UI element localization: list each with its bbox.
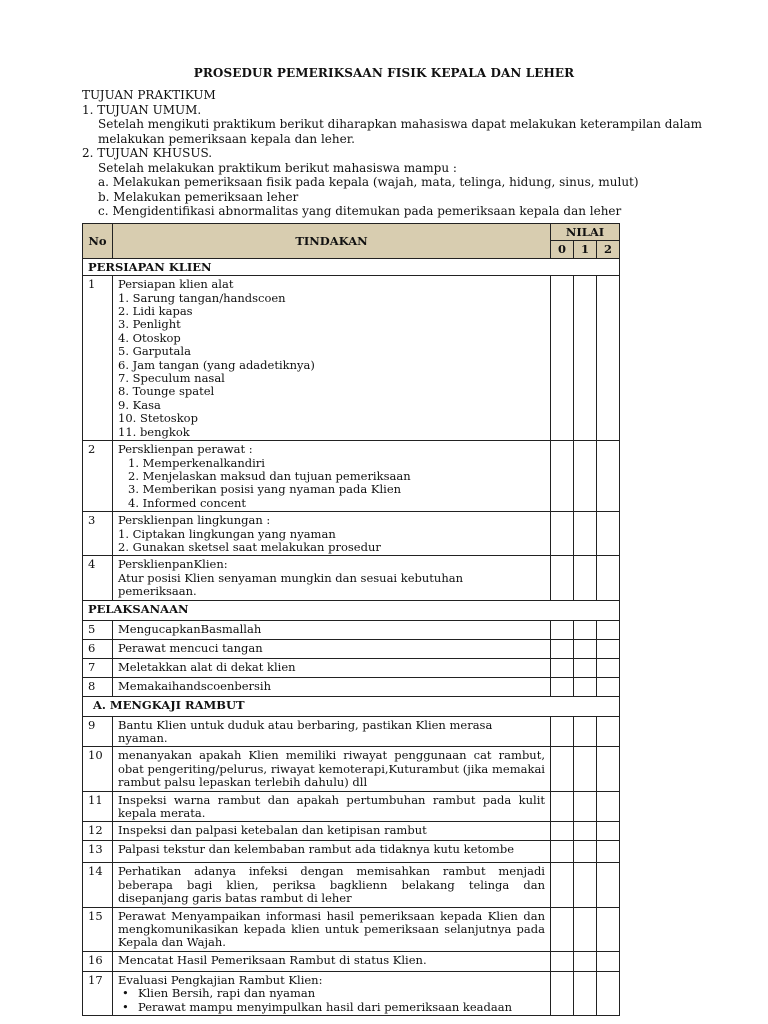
row-text: Perhatikan adanya infeksi dengan memisahkan rambut menjadi beberapa bagi klien, periksa bagklienn belakang telinga dan disepanjang garis batas rambut di leher <box>113 863 551 907</box>
score-cell-2[interactable] <box>597 907 620 951</box>
general-objective-text-1: Setelah mengikuti praktikum berikut diharapkan mahasiswa dapat melakukan keterampilan dalam <box>98 117 703 131</box>
row-number: 14 <box>83 863 113 907</box>
table-row <box>83 658 620 677</box>
table-row <box>83 716 620 747</box>
objectives-section <box>82 88 702 219</box>
row-text: Perawat mencuci tangan <box>113 639 551 658</box>
score-cell-0[interactable] <box>551 620 574 639</box>
nurse-prep-list <box>118 457 545 511</box>
score-cell-1[interactable] <box>574 620 597 639</box>
specific-objective-heading: 2. TUJUAN KHUSUS. <box>82 146 213 160</box>
table-row <box>83 639 620 658</box>
list-item: 1. Sarung tangan/handscoen <box>118 290 286 305</box>
row-number: 16 <box>83 951 113 971</box>
row-text: Meletakkan alat di dekat klien <box>113 658 551 677</box>
list-item: 9. Kasa <box>118 397 161 412</box>
general-objective-text-2: melakukan pemeriksaan kepala dan leher. <box>98 131 355 146</box>
table-row <box>83 907 620 951</box>
row-title: PersklienpanKlien: <box>118 557 228 572</box>
score-cell-1[interactable] <box>574 747 597 791</box>
table-row <box>83 747 620 791</box>
score-cell-2[interactable] <box>597 556 620 600</box>
specific-objective-intro: Setelah melakukan praktikum berikut mahasiswa mampu : <box>98 160 457 175</box>
score-cell-1[interactable] <box>574 863 597 907</box>
table-row <box>83 620 620 639</box>
list-item: 8. Tounge spatel <box>118 384 215 399</box>
score-cell-2[interactable] <box>597 658 620 677</box>
score-cell-0[interactable] <box>551 556 574 600</box>
score-header-1: 1 <box>574 241 597 258</box>
list-item: • Klien Bersih, rapi dan nyaman <box>118 987 545 1000</box>
row-text: Perawat Menyampaikan informasi hasil pemeriksaan kepada Klien dan mengkomunikasikan kepada klien untuk pemeriksaan selanjutnya pada Kepala dan Wajah. <box>113 907 551 951</box>
score-cell-0[interactable] <box>551 863 574 907</box>
list-item: 2. Menjelaskan maksud dan tujuan pemeriksaan <box>128 468 411 483</box>
list-item: 3. Penlight <box>118 317 181 332</box>
row-title: Persiapan klien alat <box>118 277 234 292</box>
section-pelaksanaan: PELAKSANAAN <box>83 600 620 620</box>
list-item: 2. Gunakan sketsel saat melakukan prosedur <box>118 539 381 554</box>
row-text: menanyakan apakah Klien memiliki riwayat penggunaan cat rambut, obat pengeriting/pelurus, riwayat kemoterapi,Kuturambut (jika memakai rambut palsu lepaskan terlebih dahulu) dll <box>113 747 551 791</box>
objectives-heading: TUJUAN PRAKTIKUM <box>82 88 216 102</box>
score-cell-2[interactable] <box>597 276 620 441</box>
column-header-action: TINDAKAN <box>113 224 551 259</box>
score-cell-0[interactable] <box>551 971 574 1015</box>
score-cell-2[interactable] <box>597 716 620 747</box>
score-cell-0[interactable] <box>551 716 574 747</box>
row-title: Persklienpan lingkungan : <box>118 513 271 528</box>
section-persiapan-klien: PERSIAPAN KLIEN <box>83 258 620 275</box>
score-cell-1[interactable] <box>574 822 597 841</box>
row-number: 15 <box>83 907 113 951</box>
score-cell-2[interactable] <box>597 441 620 512</box>
list-item: 6. Jam tangan (yang adadetiknya) <box>118 357 315 372</box>
score-cell-0[interactable] <box>551 658 574 677</box>
list-item: 5. Garputala <box>118 344 191 359</box>
score-cell-2[interactable] <box>597 639 620 658</box>
specific-objective-c: c. Mengidentifikasi abnormalitas yang ditemukan pada pemeriksaan kepala dan leher <box>98 204 622 218</box>
score-header-0: 0 <box>551 241 574 258</box>
score-cell-0[interactable] <box>551 512 574 556</box>
score-cell-1[interactable] <box>574 658 597 677</box>
score-cell-0[interactable] <box>551 791 574 822</box>
list-item: 1. Memperkenalkandiri <box>128 455 265 470</box>
row-number: 11 <box>83 791 113 822</box>
score-cell-1[interactable] <box>574 841 597 863</box>
row-text: Mencatat Hasil Pemeriksaan Rambut di status Klien. <box>113 951 551 971</box>
row-text: Inspeksi warna rambut dan apakah pertumbuhan rambut pada kulit kepala merata. <box>113 791 551 822</box>
row-text: Memakaihandscoenbersih <box>113 677 551 696</box>
score-cell-0[interactable] <box>551 276 574 441</box>
row-title: Evaluasi Pengkajian Rambut Klien: <box>118 972 323 987</box>
table-row <box>83 512 620 556</box>
score-cell-1[interactable] <box>574 951 597 971</box>
row-number: 12 <box>83 822 113 841</box>
row-text: Inspeksi dan palpasi ketebalan dan ketipisan rambut <box>113 822 551 841</box>
row-number: 8 <box>83 677 113 696</box>
table-row <box>83 971 620 1015</box>
score-cell-2[interactable] <box>597 677 620 696</box>
score-cell-2[interactable] <box>597 620 620 639</box>
score-cell-0[interactable] <box>551 841 574 863</box>
section-mengkaji-rambut: A. MENGKAJI RAMBUT <box>83 696 620 716</box>
score-cell-2[interactable] <box>597 863 620 907</box>
column-header-score: NILAI <box>551 224 620 241</box>
score-cell-1[interactable] <box>574 441 597 512</box>
table-row <box>83 841 620 863</box>
score-cell-1[interactable] <box>574 512 597 556</box>
row-text: MengucapkanBasmallah <box>113 620 551 639</box>
row-text: Atur posisi Klien senyaman mungkin dan sesuai kebutuhan pemeriksaan. <box>118 570 463 599</box>
list-item: 10. Stetoskop <box>118 411 198 426</box>
score-cell-2[interactable] <box>597 951 620 971</box>
row-number: 10 <box>83 747 113 791</box>
score-cell-0[interactable] <box>551 677 574 696</box>
table-row <box>83 863 620 907</box>
row-number: 5 <box>83 620 113 639</box>
table-row <box>83 822 620 841</box>
equipment-list <box>118 292 545 439</box>
score-cell-2[interactable] <box>597 747 620 791</box>
row-title: Persklienpan perawat : <box>118 442 253 457</box>
row-number: 7 <box>83 658 113 677</box>
list-item: 4. Informed concent <box>128 495 247 510</box>
score-cell-1[interactable] <box>574 556 597 600</box>
row-number: 6 <box>83 639 113 658</box>
list-item: 1. Ciptakan lingkungan yang nyaman <box>118 526 336 541</box>
general-objective-heading: 1. TUJUAN UMUM. <box>82 102 202 117</box>
score-cell-2[interactable] <box>597 512 620 556</box>
column-header-no: No <box>83 224 113 259</box>
score-cell-0[interactable] <box>551 639 574 658</box>
row-text: Bantu Klien untuk duduk atau berbaring, pastikan Klien merasa nyaman. <box>113 716 551 747</box>
procedure-checklist-table <box>82 223 620 1016</box>
row-number: 4 <box>83 556 113 600</box>
table-row <box>83 791 620 822</box>
score-cell-1[interactable] <box>574 791 597 822</box>
row-number: 17 <box>83 971 113 1015</box>
score-cell-0[interactable] <box>551 822 574 841</box>
row-number: 9 <box>83 716 113 747</box>
row-number: 2 <box>83 441 113 512</box>
score-cell-0[interactable] <box>551 441 574 512</box>
table-row <box>83 677 620 696</box>
list-item: 11. bengkok <box>118 424 190 439</box>
score-cell-2[interactable] <box>597 822 620 841</box>
table-row <box>83 951 620 971</box>
list-item: 4. Otoskop <box>118 330 181 345</box>
list-item: 2. Lidi kapas <box>118 304 193 319</box>
specific-objective-b: b. Melakukan pemeriksaan leher <box>98 189 299 204</box>
score-cell-2[interactable] <box>597 791 620 822</box>
table-row <box>83 441 620 512</box>
score-header-2: 2 <box>597 241 620 258</box>
specific-objective-a: a. Melakukan pemeriksaan fisik pada kepala (wajah, mata, telinga, hidung, sinus, mulut) <box>98 175 639 189</box>
list-item: 3. Memberikan posisi yang nyaman pada Klien <box>128 482 402 497</box>
table-row <box>83 556 620 600</box>
score-cell-1[interactable] <box>574 677 597 696</box>
score-cell-1[interactable] <box>574 276 597 441</box>
environment-prep-list <box>118 528 545 555</box>
score-cell-0[interactable] <box>551 747 574 791</box>
list-item: 7. Speculum nasal <box>118 371 225 386</box>
row-number: 3 <box>83 512 113 556</box>
table-row <box>83 276 620 441</box>
score-cell-1[interactable] <box>574 971 597 1015</box>
score-cell-2[interactable] <box>597 971 620 1015</box>
document-title: PROSEDUR PEMERIKSAAN FISIK KEPALA DAN LEHER <box>193 66 575 80</box>
score-cell-1[interactable] <box>574 716 597 747</box>
score-cell-0[interactable] <box>551 951 574 971</box>
evaluation-list <box>118 987 545 1014</box>
row-number: 1 <box>83 276 113 441</box>
score-cell-1[interactable] <box>574 639 597 658</box>
score-cell-1[interactable] <box>574 907 597 951</box>
list-item: • Perawat mampu menyimpulkan hasil dari pemeriksaan keadaan <box>118 1001 545 1014</box>
score-cell-0[interactable] <box>551 907 574 951</box>
row-number: 13 <box>83 841 113 863</box>
score-cell-2[interactable] <box>597 841 620 863</box>
row-text: Palpasi tekstur dan kelembaban rambut ada tidaknya kutu ketombe <box>113 841 551 863</box>
